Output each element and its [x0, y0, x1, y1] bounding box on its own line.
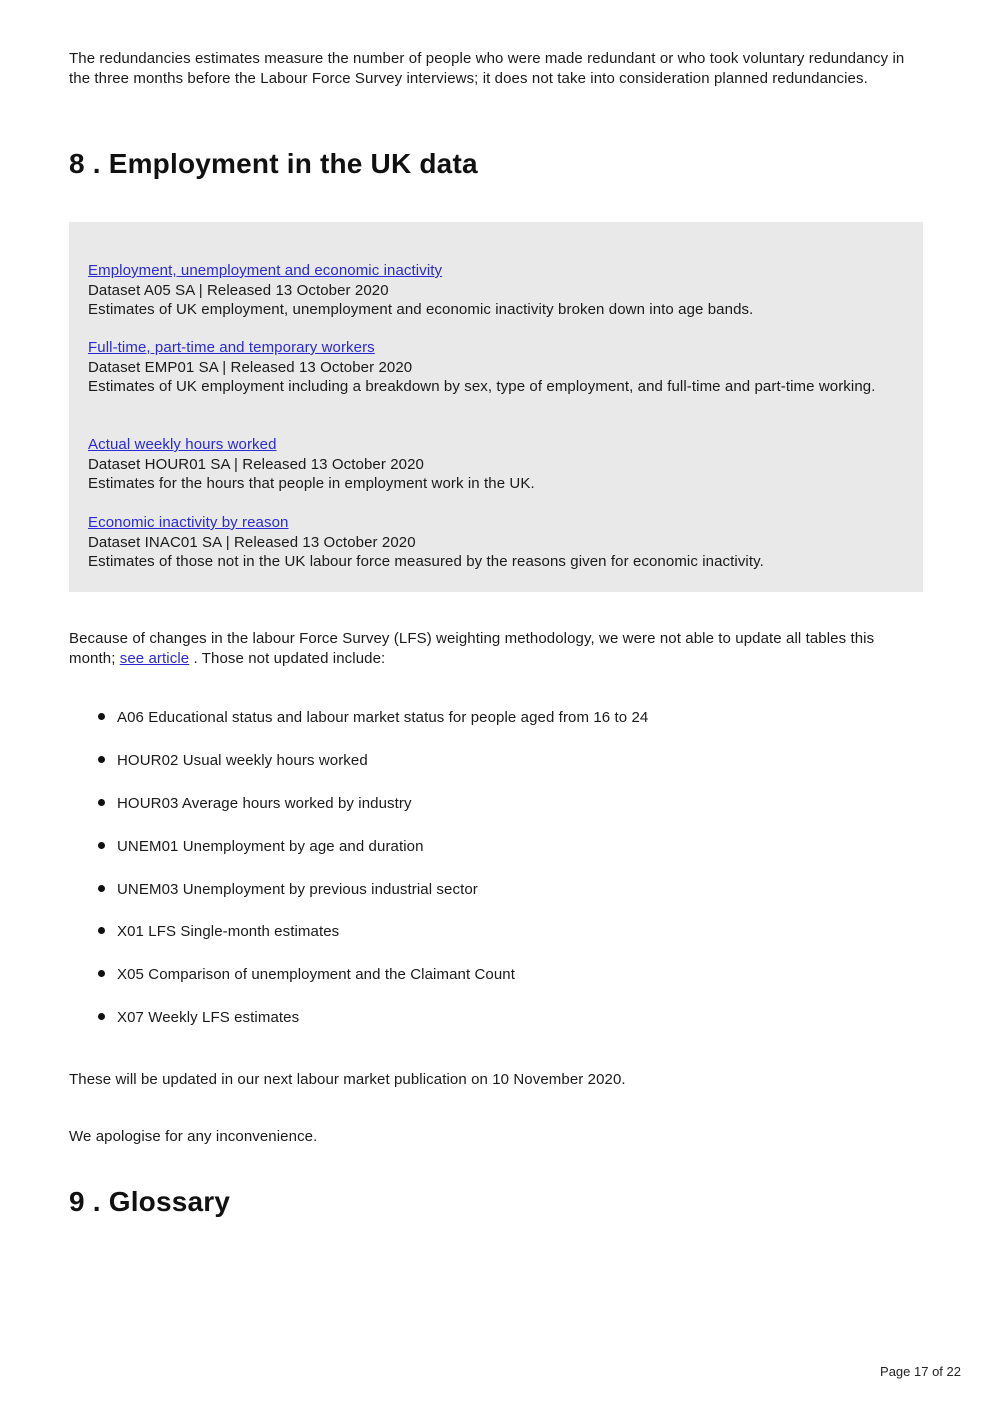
list-item-text: HOUR03 Average hours worked by industry [117, 794, 412, 812]
redundancies-paragraph: The redundancies estimates measure the number of people who were made redundant or who took voluntary redundancy in the three months before the Labour Force Survey interviews; it does not take into consideration planned redundancies. [69, 50, 905, 87]
section-8-heading: 8 . Employment in the UK data [69, 148, 478, 179]
dataset-description: Estimates of UK employment including a breakdown by sex, type of employment, and full-time and part-time working. [88, 378, 876, 395]
list-item [69, 880, 648, 923]
bullet-icon [98, 799, 105, 806]
bullet-icon [98, 970, 105, 977]
datasets-box [69, 222, 923, 592]
list-item-text: X01 LFS Single-month estimates [117, 923, 340, 941]
dataset-entry [88, 338, 908, 397]
bullet-icon [98, 842, 105, 849]
list-item-text: X07 Weekly LFS estimates [117, 1009, 300, 1027]
dataset-description: Estimates of UK employment, unemployment and economic inactivity broken down into age bands. [88, 301, 754, 318]
list-item-text: A06 Educational status and labour market status for people aged from 16 to 24 [117, 709, 649, 726]
dataset-link-a05[interactable]: Employment, unemployment and economic inactivity [88, 262, 443, 279]
not-updated-list [69, 708, 648, 1051]
lfs-changes-paragraph [69, 629, 919, 668]
changes-text-before: Because of changes in the labour Force Survey (LFS) weighting methodology, we were not able to update all tables this month; [69, 630, 875, 667]
changes-text-after: . Those not updated include: [189, 649, 386, 667]
dataset-entry [88, 513, 908, 572]
page-number: Page 17 of 22 [880, 1364, 961, 1379]
list-item [69, 837, 648, 880]
update-note: These will be updated in our next labour market publication on 10 November 2020. [69, 1071, 626, 1088]
apology-text: We apologise for any inconvenience. [69, 1128, 318, 1145]
dataset-meta: Dataset HOUR01 SA | Released 13 October 2020 [88, 455, 424, 473]
dataset-link-emp01[interactable]: Full-time, part-time and temporary workers [88, 339, 375, 356]
bullet-icon [98, 885, 105, 892]
dataset-meta: Dataset EMP01 SA | Released 13 October 2020 [88, 358, 413, 376]
list-item [69, 794, 648, 837]
list-item [69, 965, 648, 1008]
list-item [69, 922, 648, 965]
dataset-link-inac01[interactable]: Economic inactivity by reason [88, 514, 289, 531]
list-item [69, 708, 648, 751]
dataset-description: Estimates of those not in the UK labour force measured by the reasons given for economic inactivity. [88, 553, 764, 570]
list-item-text: UNEM03 Unemployment by previous industrial sector [117, 880, 478, 898]
dataset-meta: Dataset A05 SA | Released 13 October 2020 [88, 281, 389, 299]
dataset-entry [88, 261, 908, 320]
see-article-link[interactable]: see article [119, 649, 190, 667]
list-item [69, 751, 648, 794]
dataset-entry [88, 435, 908, 494]
dataset-description: Estimates for the hours that people in employment work in the UK. [88, 475, 535, 492]
list-item-text: X05 Comparison of unemployment and the Claimant Count [117, 966, 516, 984]
section-9-heading: 9 . Glossary [69, 1186, 231, 1217]
list-item-text: UNEM01 Unemployment by age and duration [117, 837, 424, 855]
list-item [69, 1008, 648, 1051]
dataset-link-hour01[interactable]: Actual weekly hours worked [88, 436, 277, 453]
dataset-meta: Dataset INAC01 SA | Released 13 October 2020 [88, 533, 416, 551]
bullet-icon [98, 927, 105, 934]
bullet-icon [98, 1013, 105, 1020]
bullet-icon [98, 713, 105, 720]
bullet-icon [98, 756, 105, 763]
list-item-text: HOUR02 Usual weekly hours worked [117, 751, 368, 769]
